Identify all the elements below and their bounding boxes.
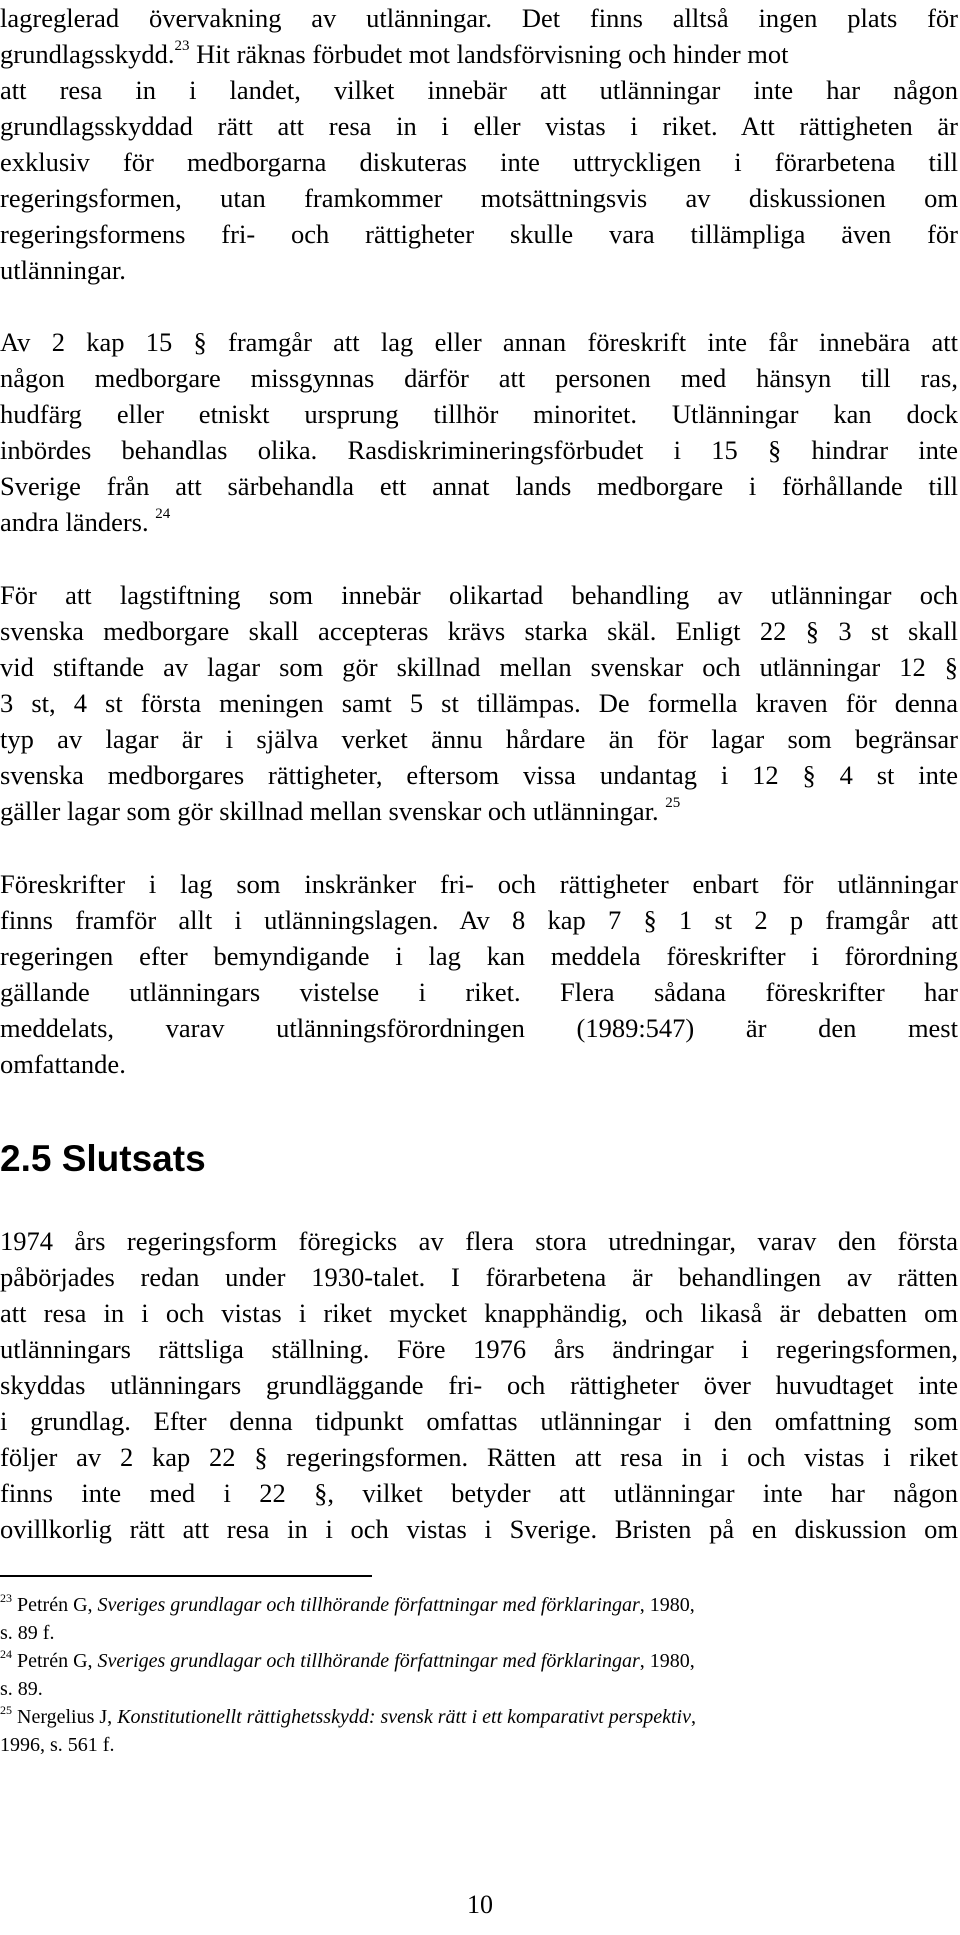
- text-line: hudfärg eller etniskt ursprung tillhör minoritet. Utlänningar kan dock: [0, 399, 958, 429]
- footnote-year: , 1980,: [639, 1594, 695, 1616]
- footnote-ref-23[interactable]: 23: [174, 38, 190, 54]
- footnote-ref-24[interactable]: 24: [155, 506, 171, 522]
- text-line: svenska medborgares rättigheter, eftersom vissa undantag i 12 § 4 st inte: [0, 760, 958, 790]
- footnote-year: , 1980,: [639, 1650, 695, 1672]
- text-line: [0, 504, 958, 540]
- text-line: finns framför allt i utlänningslagen. Av 8 kap 7 § 1 st 2 p framgår att: [0, 905, 958, 935]
- text-line: att resa in i och vistas i riket mycket knapphändig, och likaså är debatten om: [0, 1298, 958, 1328]
- footnote-number: 25: [0, 1703, 12, 1717]
- footnote-25: [0, 1704, 958, 1730]
- footnote-ref-25[interactable]: 25: [665, 795, 681, 811]
- text-line: exklusiv för medborgarna diskuteras inte uttryckligen i förarbetena till: [0, 147, 958, 177]
- text-run: gäller lagar som gör skillnad mellan svenskar och utlänningar.: [0, 796, 659, 826]
- footnote-24: [0, 1648, 958, 1674]
- text-line: svenska medborgare skall accepteras krävs starka skäl. Enligt 22 § 3 st skall: [0, 616, 958, 646]
- text-line: regeringsformens fri- och rättigheter skulle vara tillämpliga även för: [0, 219, 958, 249]
- footnote-title: Sveriges grundlagar och tillhörande författningar med förklaringar: [97, 1650, 640, 1672]
- text-line: [0, 36, 958, 72]
- text-line: utlänningars rättsliga ställning. Före 1976 års ändringar i regeringsformen,: [0, 1334, 958, 1364]
- footnote-number: 23: [0, 1591, 12, 1605]
- text-line: vid stiftande av lagar som gör skillnad mellan svenskar och utlänningar 12 §: [0, 652, 958, 682]
- text-line: lagreglerad övervakning av utlänningar. Det finns alltså ingen plats för: [0, 3, 958, 33]
- text-line: 3 st, 4 st första meningen samt 5 st tillämpas. De formella kraven för denna: [0, 688, 958, 718]
- text-run: andra länders.: [0, 507, 149, 537]
- section-heading: 2.5 Slutsats: [0, 1138, 206, 1179]
- text-line: någon medborgare missgynnas därför att personen med hänsyn till ras,: [0, 363, 958, 393]
- text-line: meddelats, varav utlänningsförordningen (1989:547) är den mest: [0, 1013, 958, 1043]
- text-line: följer av 2 kap 22 § regeringsformen. Rätten att resa in i och vistas i riket: [0, 1442, 958, 1472]
- footnote-author: Petrén G,: [12, 1650, 98, 1672]
- footnote-23-continuation: s. 89 f.: [0, 1622, 55, 1644]
- text-line: utlänningar.: [0, 255, 126, 285]
- footnote-25-continuation: 1996, s. 561 f.: [0, 1734, 115, 1756]
- page-number: 10: [467, 1890, 493, 1919]
- text-line: [0, 793, 958, 829]
- text-line: i grundlag. Efter denna tidpunkt omfattas utlänningar i den omfattning som: [0, 1406, 958, 1436]
- text-line: ovillkorlig rätt att resa in i och vistas i Sverige. Bristen på en diskussion om: [0, 1514, 958, 1544]
- text-line: omfattande.: [0, 1049, 126, 1079]
- text-line: grundlagsskyddad rätt att resa in i eller vistas i riket. Att rättigheten är: [0, 111, 958, 141]
- text-line: Föreskrifter i lag som inskränker fri- och rättigheter enbart för utlänningar: [0, 869, 958, 899]
- text-line: gällande utlänningars vistelse i riket. Flera sådana föreskrifter har: [0, 977, 958, 1007]
- footnote-number: 24: [0, 1647, 12, 1661]
- footnote-24-continuation: s. 89.: [0, 1678, 43, 1700]
- text-line: regeringsformen, utan framkommer motsättningsvis av diskussionen om: [0, 183, 958, 213]
- text-line: För att lagstiftning som innebär olikartad behandling av utlänningar och: [0, 580, 958, 610]
- text-line: påbörjades redan under 1930-talet. I förarbetena är behandlingen av rätten: [0, 1262, 958, 1292]
- text-line: Sverige från att särbehandla ett annat lands medborgare i förhållande till: [0, 471, 958, 501]
- text-line: Av 2 kap 15 § framgår att lag eller annan föreskrift inte får innebära att: [0, 327, 958, 357]
- text-run: Hit räknas förbudet mot landsförvisning och hinder mot: [189, 39, 789, 69]
- footnote-year: ,: [691, 1706, 696, 1728]
- text-line: typ av lagar är i själva verket ännu hårdare än för lagar som begränsar: [0, 724, 958, 754]
- text-run: grundlagsskydd.: [0, 39, 175, 69]
- text-line: skyddas utlänningars grundläggande fri- och rättigheter över huvudtaget inte: [0, 1370, 958, 1400]
- text-line: finns inte med i 22 §, vilket betyder att utlänningar inte har någon: [0, 1478, 958, 1508]
- footnote-23: [0, 1592, 958, 1618]
- footnote-title: Konstitutionellt rättighetsskydd: svensk rätt i ett komparativt perspektiv: [117, 1706, 691, 1728]
- text-line: att resa in i landet, vilket innebär att utlänningar inte har någon: [0, 75, 958, 105]
- footnote-author: Petrén G,: [12, 1594, 98, 1616]
- text-line: 1974 års regeringsform föregicks av flera stora utredningar, varav den första: [0, 1226, 958, 1256]
- text-line: inbördes behandlas olika. Rasdiskrimineringsförbudet i 15 § hindrar inte: [0, 435, 958, 465]
- footnote-divider: [0, 1575, 372, 1577]
- text-line: regeringen efter bemyndigande i lag kan meddela föreskrifter i förordning: [0, 941, 958, 971]
- footnote-author: Nergelius J,: [12, 1706, 118, 1728]
- footnote-title: Sveriges grundlagar och tillhörande författningar med förklaringar: [97, 1594, 640, 1616]
